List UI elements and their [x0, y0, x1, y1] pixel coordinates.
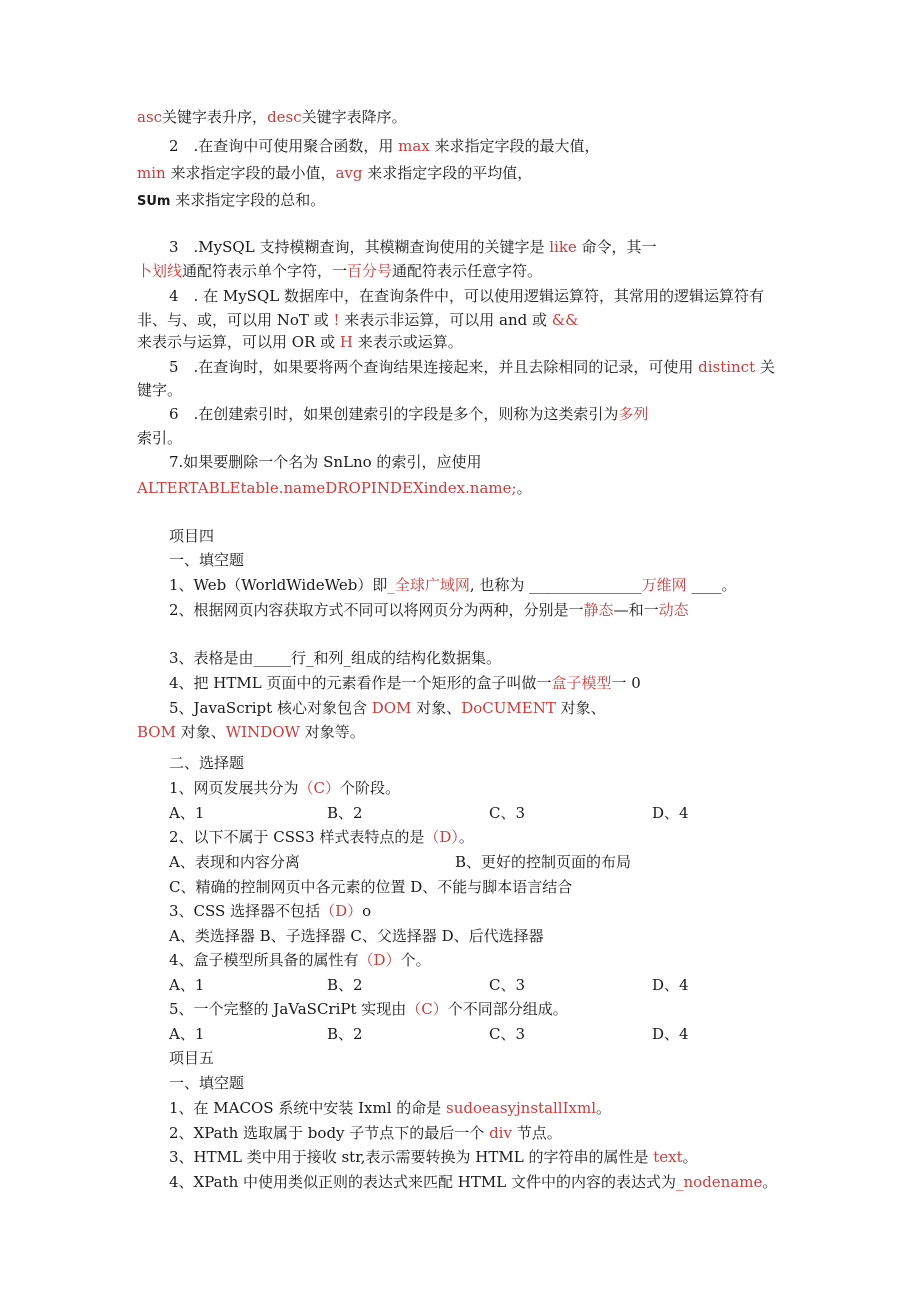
choice-q5-option-a: A、1	[169, 1025, 205, 1043]
choice-q5-answer: （C）	[406, 1000, 448, 1018]
fill-q5-line2: BOM 对象、WINDOW 对象等。	[137, 723, 365, 741]
choice-q4-answer: （D）	[358, 951, 401, 969]
fill-q3: 3、表格是由_____行_和列_组成的结构化数据集。	[169, 649, 502, 667]
lxml-install-answer: sudoeasyjnstallIxml	[446, 1099, 597, 1117]
like-keyword: like	[549, 238, 577, 256]
document-answer: DoCUMENT	[461, 699, 556, 717]
para-item-6-line1: 6 .在创建索引时，如果创建索引的字段是多个，则称为这类索引为多列	[169, 405, 649, 423]
choice-q1-option-a: A、1	[169, 804, 205, 822]
choice-q4-option-b: B、2	[327, 976, 363, 994]
project-five-title: 项目五	[169, 1049, 215, 1067]
window-answer: WINDOW	[225, 723, 300, 741]
choice-q3-answer: （D）	[320, 902, 363, 920]
p5-fill-q2: 2、XPath 选取属于 body 子节点下的最后一个 div 节点。	[169, 1124, 562, 1142]
choice-q1-answer: （C）	[298, 779, 341, 797]
asc-keyword: asc	[137, 108, 163, 126]
multi-column-answer: 多列	[618, 405, 649, 423]
static-answer: 静态	[583, 601, 614, 619]
p5-fill-q4: 4、XPath 中使用类似正则的表达式来匹配 HTML 文件中的内容的表达式为_nodename。	[169, 1173, 778, 1191]
nodename-answer: _nodename	[676, 1173, 763, 1191]
choice-q5: 5、一个完整的 JaVaSCriPt 实现由（C）个不同部分组成。	[169, 1000, 568, 1018]
choice-q4-option-d: D、4	[652, 976, 689, 994]
para-item-3-line1: 3 .MySQL 支持模糊查询，其模糊查询使用的关键字是 like 命令，其一	[169, 238, 657, 256]
para-sort-keywords: asc关键字表升序，desc关键字表降序。	[137, 108, 407, 126]
min-keyword: min	[137, 164, 166, 182]
para-item-2-line3: SUm 来求指定字段的总和。	[137, 191, 326, 209]
choice-q2-option-a: A、表现和内容分离	[169, 853, 300, 871]
choice-q2-option-b: B、更好的控制页面的布局	[455, 853, 632, 871]
choice-q3: 3、CSS 选择器不包括（D）o	[169, 902, 372, 920]
choice-q1: 1、网页发展共分为（C）个阶段。	[169, 779, 401, 797]
percent-answer: 百分号	[347, 262, 393, 280]
choice-q1-option-d: D、4	[652, 804, 689, 822]
p5-fill-q3: 3、HTML 类中用于接收 str,表示需要转换为 HTML 的字符串的属性是 text。	[169, 1148, 698, 1166]
para-item-4-line1: 4 . 在 MySQL 数据库中，在查询条件中，可以使用逻辑运算符，其常用的逻辑运算符有	[169, 287, 764, 305]
wanweiwang-answer: 万维网	[641, 576, 687, 594]
para-item-2-line2: min 来求指定字段的最小值，avg 来求指定字段的平均值，	[137, 164, 533, 182]
para-item-5-line1: 5 .在查询时，如果要将两个查询结果连接起来，并且去除相同的记录，可使用 distinct 关	[169, 358, 775, 376]
project-four-title: 项目四	[169, 527, 215, 545]
and-operator: &&	[551, 311, 579, 329]
choice-q5-option-c: C、3	[489, 1025, 526, 1043]
para-item-6-line2: 索引。	[137, 429, 183, 447]
www-answer: _全球广域网	[387, 576, 470, 594]
choice-q5-option-d: D、4	[652, 1025, 689, 1043]
choice-q1-option-c: C、3	[489, 804, 526, 822]
choice-q1-option-b: B、2	[327, 804, 363, 822]
para-item-4-line2: 非、与、或，可以用 NoT 或 ! 来表示非运算，可以用 and 或 &&	[137, 311, 579, 329]
div-answer: div	[489, 1124, 512, 1142]
choice-q5-option-b: B、2	[327, 1025, 363, 1043]
dynamic-answer: 动态	[658, 601, 689, 619]
para-item-2-line1: 2 .在查询中可使用聚合函数，用 max 来求指定字段的最大值，	[169, 137, 600, 155]
avg-keyword: avg	[335, 164, 363, 182]
drop-index-statement: ALTERTABLEtable.nameDROPINDEXindex.name;	[137, 479, 517, 497]
para-item-7-line2: ALTERTABLEtable.nameDROPINDEXindex.name;。	[137, 479, 532, 497]
sum-keyword: SUm	[137, 194, 171, 209]
box-model-answer: 盒子模型	[551, 674, 612, 692]
choice-q2: 2、以下不属于 CSS3 样式表特点的是（D）。	[169, 828, 474, 846]
or-operator: H	[339, 333, 353, 351]
fill-q1: 1、Web（WorldWideWeb）即_全球广域网, 也称为 _______________万维网 ____。	[169, 576, 737, 594]
dom-answer: DOM	[371, 699, 412, 717]
desc-keyword: desc	[267, 108, 302, 126]
choice-q4: 4、盒子模型所具备的属性有（D）个。	[169, 951, 431, 969]
max-keyword: max	[398, 137, 430, 155]
para-item-3-line2: 卜划线通配符表示单个字符，一百分号通配符表示任意字符。	[137, 262, 543, 280]
distinct-keyword: distinct	[698, 358, 756, 376]
not-operator: !	[333, 311, 340, 329]
choice-q3-options: A、类选择器 B、子选择器 C、父选择器 D、后代选择器	[169, 927, 544, 945]
choice-q2-answer: （D）	[424, 828, 459, 846]
fill-heading-5: 一、填空题	[169, 1074, 245, 1092]
para-item-7-line1: 7.如果要删除一个名为 SnLno 的索引，应使用	[169, 453, 482, 471]
choice-heading-4: 二、选择题	[169, 754, 245, 772]
para-item-5-line2: 键字。	[137, 381, 183, 399]
choice-q4-option-a: A、1	[169, 976, 205, 994]
para-item-4-line3: 来表示与运算，可以用 OR 或 H 来表示或运算。	[137, 333, 463, 351]
underscore-answer: 卜划线	[137, 262, 183, 280]
fill-q2: 2、根据网页内容获取方式不同可以将网页分为两种，分别是一静态—和一动态	[169, 601, 689, 619]
fill-q4: 4、把 HTML 页面中的元素看作是一个矩形的盒子叫做一盒子模型一 0	[169, 674, 641, 692]
bom-answer: BOM	[137, 723, 176, 741]
choice-q4-option-c: C、3	[489, 976, 526, 994]
p5-fill-q1: 1、在 MACOS 系统中安装 Ixml 的命是 sudoeasyjnstallIxml。	[169, 1099, 612, 1117]
choice-q2-options-cd: C、精确的控制网页中各元素的位置 D、不能与脚本语言结合	[169, 878, 573, 896]
fill-q5-line1: 5、JavaScript 核心对象包含 DOM 对象、DoCUMENT 对象、	[169, 699, 606, 717]
text-answer: text	[653, 1148, 683, 1166]
fill-heading-4: 一、填空题	[169, 551, 245, 569]
